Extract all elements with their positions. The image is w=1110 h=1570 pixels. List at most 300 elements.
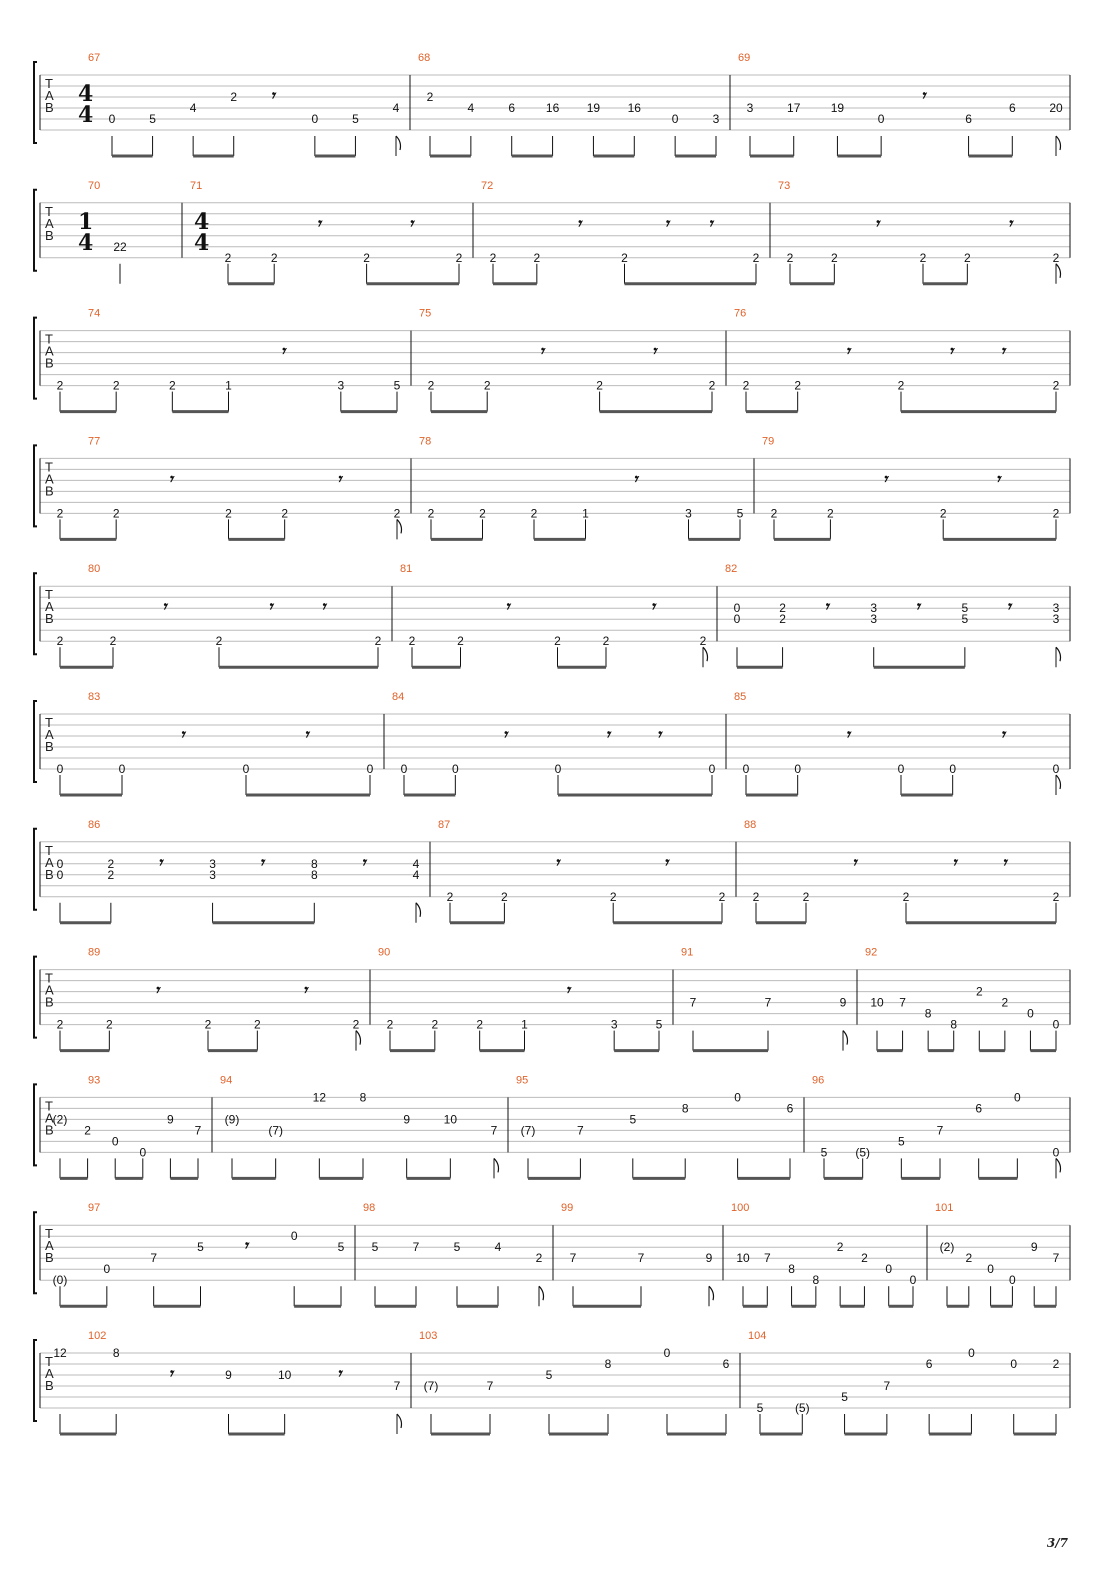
measure-number: 79 — [762, 435, 775, 448]
fret-number: 7 — [899, 995, 906, 1010]
fret-number: 2 — [224, 250, 232, 265]
eighth-rest: 𝄾 — [664, 213, 669, 233]
eighth-rest: 𝄾 — [280, 341, 285, 361]
fret-number: 7 — [194, 1123, 202, 1138]
tab-clef-letter: B — [45, 483, 54, 499]
fret-number: (7) — [520, 1123, 536, 1138]
system-bracket — [34, 829, 37, 910]
fret-number: 0 — [56, 867, 64, 882]
fret-number: 5 — [756, 1401, 764, 1415]
fret-number: 0 — [111, 1134, 119, 1149]
tab-clef-letter: B — [45, 355, 54, 371]
fret-number: 2 — [602, 634, 610, 649]
fret-number: 10 — [736, 1251, 750, 1266]
eighth-rest: 𝄾 — [663, 852, 668, 872]
fret-number: 19 — [586, 101, 601, 115]
eighth-rest: 𝄾 — [336, 1364, 342, 1383]
system-bracket — [34, 1084, 37, 1165]
system-bracket — [34, 190, 37, 271]
fret-number: 7 — [569, 1251, 577, 1266]
tab-clef-letter: B — [45, 994, 54, 1010]
system-bracket — [34, 1340, 37, 1421]
fret-number: 8 — [924, 1006, 932, 1021]
fret-number: 7 — [490, 1123, 498, 1138]
tab-clef-letter: T — [45, 587, 53, 603]
time-signature-top: 4 — [194, 208, 210, 235]
fret-number: 0 — [733, 601, 741, 616]
fret-number: 0 — [897, 762, 905, 776]
fret-number: 2 — [708, 378, 716, 393]
eighth-rest: 𝄾 — [321, 597, 326, 617]
fret-number: 6 — [1008, 101, 1016, 115]
fret-number: 0 — [1013, 1090, 1021, 1105]
measure-number: 84 — [392, 691, 405, 703]
fret-number: 7 — [486, 1379, 494, 1393]
fret-number: 2 — [253, 1017, 261, 1032]
measure-number: 68 — [418, 52, 431, 64]
time-signature-top: 1 — [78, 208, 94, 235]
fret-number: 7 — [393, 1379, 401, 1393]
note-flag — [1056, 647, 1061, 661]
fret-number: 16 — [545, 101, 560, 115]
fret-number: 2 — [230, 90, 238, 104]
measure-number: 72 — [481, 179, 494, 192]
fret-number: 0 — [949, 762, 957, 776]
eighth-rest: 𝄾 — [633, 469, 638, 489]
fret-number: 2 — [352, 1017, 360, 1032]
eighth-rest: 𝄾 — [605, 725, 610, 744]
fret-number: 2 — [836, 1240, 844, 1255]
fret-number: 3 — [209, 867, 216, 882]
note-flag — [397, 1414, 402, 1428]
fret-number: 4 — [467, 101, 475, 115]
fret-number: 2 — [699, 634, 707, 649]
fret-number: 7 — [763, 1251, 771, 1266]
time-signature-bottom: 4 — [78, 229, 94, 256]
fret-number: 2 — [902, 889, 910, 904]
fret-number: 7 — [637, 1251, 645, 1266]
fret-number: 0 — [885, 1262, 893, 1277]
tab-clef-letter: A — [45, 343, 54, 359]
fret-number: 0 — [663, 1346, 671, 1360]
fret-number: 3 — [870, 601, 878, 616]
measure-number: 89 — [88, 946, 101, 959]
tab-clef-letter: B — [45, 611, 54, 627]
fret-number: 2 — [483, 378, 491, 393]
fret-number: 2 — [446, 889, 454, 904]
eighth-rest: 𝄾 — [852, 852, 857, 872]
fret-number: 5 — [736, 506, 744, 521]
fret-number: 0 — [733, 612, 741, 627]
fret-number: 9 — [839, 995, 847, 1010]
measure-number: 103 — [419, 1330, 438, 1342]
fret-number: 0 — [366, 762, 374, 776]
fret-number: 0 — [1052, 1145, 1060, 1160]
eighth-rest: 𝄾 — [180, 725, 185, 744]
note-flag — [539, 1286, 544, 1300]
measure-number: 83 — [88, 691, 101, 703]
fret-number: 0 — [554, 762, 562, 776]
fret-number: 2 — [770, 506, 778, 521]
tab-clef-letter: A — [45, 982, 54, 998]
eighth-rest: 𝄾 — [1000, 341, 1005, 361]
fret-number: 16 — [627, 101, 641, 115]
fret-number: 0 — [56, 762, 64, 776]
fret-number: 0 — [1009, 1273, 1016, 1288]
fret-number: (7) — [423, 1379, 439, 1393]
measure-number: 73 — [778, 179, 791, 192]
fret-number: 5 — [961, 612, 969, 627]
measure-number: 94 — [220, 1074, 233, 1087]
tab-clef-letter: B — [45, 100, 54, 115]
measure-number: 81 — [400, 563, 413, 576]
tab-clef-letter: T — [45, 331, 53, 347]
fret-number: 2 — [827, 506, 834, 521]
eighth-rest: 𝄾 — [874, 213, 879, 233]
eighth-rest: 𝄾 — [650, 597, 655, 617]
fret-number: 2 — [1001, 995, 1009, 1010]
fret-number: 9 — [403, 1112, 411, 1127]
fret-number: 12 — [53, 1346, 67, 1360]
fret-number: 1 — [521, 1017, 528, 1032]
system-bracket — [34, 701, 37, 782]
fret-number: 5 — [655, 1017, 663, 1032]
fret-number: 2 — [215, 634, 223, 649]
measure-number: 95 — [516, 1074, 529, 1087]
eighth-rest: 𝄾 — [302, 980, 307, 1000]
fret-number: 10 — [443, 1112, 458, 1127]
fret-number: (9) — [224, 1112, 240, 1127]
eighth-rest: 𝄾 — [304, 725, 309, 744]
measure-number: 70 — [88, 179, 101, 192]
fret-number: 2 — [1052, 1357, 1060, 1371]
tab-clef-letter: A — [45, 1110, 54, 1126]
eighth-rest: 𝄾 — [576, 213, 581, 233]
measure-number: 98 — [363, 1202, 376, 1215]
fret-number: 9 — [1030, 1240, 1038, 1255]
eighth-rest: 𝄾 — [824, 597, 829, 617]
fret-number: 6 — [786, 1101, 794, 1116]
fret-number: 20 — [1049, 101, 1063, 115]
fret-number: 0 — [118, 762, 126, 776]
eighth-rest: 𝄾 — [651, 341, 657, 361]
fret-number: 9 — [225, 1368, 232, 1382]
eighth-rest: 𝄾 — [915, 597, 920, 617]
measure-number: 82 — [725, 563, 738, 576]
fret-number: 5 — [197, 1240, 204, 1255]
eighth-rest: 𝄾 — [502, 725, 507, 744]
tab-clef-letter: T — [45, 1354, 53, 1369]
fret-number: 2 — [457, 634, 464, 649]
tab-clef-letter: T — [45, 76, 53, 91]
eighth-rest: 𝄾 — [408, 213, 414, 233]
system-bracket — [34, 957, 37, 1038]
fret-number: 6 — [925, 1357, 933, 1371]
fret-number: 2 — [554, 634, 561, 649]
fret-number: 3 — [746, 101, 754, 115]
fret-number: 19 — [830, 101, 845, 115]
fret-number: 2 — [386, 1017, 394, 1032]
eighth-rest: 𝄾 — [1000, 725, 1005, 744]
fret-number: 4 — [392, 101, 400, 115]
fret-number: 5 — [149, 112, 156, 126]
fret-number: 2 — [112, 378, 120, 393]
fret-number: 0 — [451, 762, 459, 776]
fret-number: 0 — [671, 112, 679, 126]
eighth-rest: 𝄾 — [656, 725, 661, 744]
eighth-rest: 𝄾 — [554, 852, 560, 872]
fret-number: 7 — [764, 995, 772, 1010]
fret-number: 2 — [112, 506, 120, 521]
fret-number: 5 — [629, 1112, 637, 1127]
fret-number: 6 — [965, 112, 972, 126]
fret-number: 3 — [1052, 612, 1060, 627]
fret-number: 2 — [56, 1017, 64, 1032]
measure-number: 99 — [561, 1202, 574, 1215]
eighth-rest: 𝄾 — [1002, 852, 1007, 872]
fret-number: 0 — [242, 762, 250, 776]
eighth-rest: 𝄾 — [168, 1364, 173, 1383]
fret-number: 2 — [501, 889, 508, 904]
measure-number: 102 — [88, 1330, 107, 1342]
fret-number: 2 — [530, 506, 538, 521]
fret-number: 2 — [861, 1251, 868, 1266]
measure-number: 80 — [88, 563, 101, 576]
measure-number: 97 — [88, 1202, 101, 1215]
note-flag — [843, 1031, 848, 1045]
fret-number: 0 — [108, 112, 116, 126]
fret-number: 2 — [965, 1251, 973, 1266]
eighth-rest: 𝄾 — [162, 597, 167, 617]
fret-number: 8 — [310, 867, 318, 882]
fret-number: 2 — [204, 1017, 212, 1032]
fret-number: 3 — [685, 506, 692, 521]
measure-number: 86 — [88, 818, 101, 831]
fret-number: 2 — [105, 1017, 113, 1032]
tab-clef-letter: T — [45, 842, 53, 858]
fret-number: 0 — [1027, 1006, 1034, 1021]
fret-number: 10 — [870, 995, 884, 1010]
measure-number: 104 — [748, 1330, 767, 1342]
fret-number: 10 — [277, 1368, 292, 1382]
time-signature-bottom: 4 — [194, 229, 210, 256]
tab-clef-letter: T — [45, 459, 53, 475]
fret-number: 2 — [742, 378, 750, 393]
fret-number: (5) — [794, 1401, 810, 1415]
fret-number: 2 — [533, 250, 541, 265]
fret-number: 4 — [189, 101, 197, 115]
note-flag — [1056, 1158, 1061, 1172]
fret-number: 2 — [830, 250, 838, 265]
tab-clef-letter: T — [45, 715, 53, 730]
eighth-rest: 𝄾 — [948, 341, 953, 361]
fret-number: 2 — [109, 634, 117, 649]
fret-number: 5 — [820, 1145, 828, 1160]
fret-number: 8 — [681, 1101, 689, 1116]
tab-clef-letter: T — [45, 203, 53, 219]
fret-number: (2) — [939, 1240, 955, 1255]
fret-number: 3 — [712, 112, 720, 126]
fret-number: 8 — [310, 856, 318, 871]
fret-number: 2 — [752, 889, 760, 904]
fret-number: 8 — [112, 1346, 120, 1360]
note-flag — [416, 903, 421, 917]
tab-clef-letter: A — [45, 215, 54, 231]
fret-number: 2 — [363, 250, 370, 265]
system-bracket — [34, 1212, 37, 1293]
fret-number: 2 — [786, 250, 794, 265]
fret-number: 2 — [56, 378, 64, 393]
page-number: 3/7 — [1046, 1536, 1068, 1550]
measure-number: 87 — [438, 818, 451, 831]
fret-number: 4 — [494, 1240, 502, 1255]
fret-number: 1 — [225, 378, 232, 393]
measure-number: 88 — [744, 818, 757, 831]
system-bracket — [34, 318, 37, 399]
fret-number: 8 — [604, 1357, 612, 1371]
eighth-rest: 𝄾 — [920, 86, 926, 105]
fret-number: 0 — [968, 1346, 975, 1360]
fret-number: 5 — [352, 112, 359, 126]
fret-number: 1 — [582, 506, 589, 521]
fret-number: 2 — [225, 506, 232, 521]
measure-number: 85 — [734, 691, 747, 703]
measure-number: 71 — [190, 179, 203, 192]
measure-number: 92 — [865, 946, 878, 959]
fret-number: 0 — [311, 112, 319, 126]
eighth-rest: 𝄾 — [168, 469, 173, 489]
fret-number: 2 — [752, 250, 760, 265]
fret-number: 6 — [722, 1357, 730, 1371]
note-flag — [396, 136, 401, 150]
fret-number: 3 — [870, 612, 878, 627]
fret-number: 5 — [897, 1134, 905, 1149]
fret-number: 2 — [1052, 250, 1060, 265]
fret-number: 22 — [113, 239, 127, 254]
fret-number: 7 — [412, 1240, 420, 1255]
fret-number: (7) — [268, 1123, 284, 1138]
fret-number: 2 — [718, 889, 726, 904]
note-flag — [494, 1158, 499, 1172]
fret-number: 7 — [1052, 1251, 1060, 1266]
measure-number: 76 — [734, 307, 747, 320]
fret-number: 0 — [708, 762, 716, 776]
fret-number: 2 — [408, 634, 416, 649]
fret-number: 7 — [883, 1379, 891, 1393]
tab-clef-letter: A — [45, 599, 54, 615]
fret-number: 7 — [936, 1123, 944, 1138]
eighth-rest: 𝄾 — [243, 1236, 248, 1256]
fret-number: 9 — [705, 1251, 713, 1266]
measure-number: 75 — [419, 307, 432, 320]
time-signature-bottom: 4 — [78, 102, 94, 128]
fret-number: 2 — [596, 378, 603, 393]
fret-number: 2 — [107, 867, 115, 882]
fret-number: 6 — [508, 101, 516, 115]
eighth-rest: 𝄾 — [361, 852, 366, 872]
eighth-rest: 𝄾 — [336, 469, 342, 489]
fret-number: 6 — [975, 1101, 983, 1116]
measure-number: 77 — [88, 435, 101, 448]
eighth-rest: 𝄾 — [1007, 213, 1012, 233]
tab-clef-letter: B — [45, 1378, 54, 1393]
fret-number: (5) — [855, 1145, 871, 1160]
fret-number: 0 — [877, 112, 885, 126]
fret-number: 2 — [1052, 506, 1060, 521]
tab-clef-letter: A — [45, 854, 54, 870]
fret-number: 2 — [476, 1017, 484, 1032]
fret-number: (0) — [52, 1273, 68, 1288]
measure-number: 101 — [935, 1202, 954, 1215]
eighth-rest: 𝄾 — [268, 597, 273, 617]
measure-number: 100 — [731, 1202, 750, 1215]
note-flag — [709, 1286, 714, 1300]
time-signature-top: 4 — [78, 81, 94, 107]
fret-number: 2 — [56, 506, 64, 521]
fret-number: 5 — [961, 601, 969, 616]
fret-number: 2 — [609, 889, 617, 904]
fret-number: 2 — [802, 889, 810, 904]
eighth-rest: 𝄾 — [565, 980, 570, 1000]
fret-number: 2 — [1052, 889, 1060, 904]
eighth-rest: 𝄾 — [845, 725, 850, 744]
tab-clef-letter: T — [45, 1098, 53, 1114]
eighth-rest: 𝄾 — [316, 213, 321, 233]
fret-number: 2 — [535, 1251, 543, 1266]
fret-number: 2 — [84, 1123, 91, 1138]
fret-number: 2 — [270, 250, 278, 265]
fret-number: 8 — [788, 1262, 795, 1277]
fret-number: 2 — [1052, 378, 1060, 393]
fret-number: 3 — [337, 378, 345, 393]
fret-number: 2 — [489, 250, 497, 265]
eighth-rest: 𝄾 — [995, 469, 1000, 489]
fret-number: 2 — [621, 250, 628, 265]
tab-clef-letter: B — [45, 227, 54, 243]
fret-number: 0 — [400, 762, 408, 776]
fret-number: 2 — [168, 378, 176, 393]
eighth-rest: 𝄾 — [539, 341, 544, 361]
system-bracket — [34, 445, 37, 526]
tab-clef-letter: A — [45, 727, 54, 742]
fret-number: 2 — [897, 378, 905, 393]
measure-number: 90 — [378, 946, 391, 959]
fret-number: 5 — [371, 1240, 379, 1255]
eighth-rest: 𝄾 — [708, 213, 713, 233]
eighth-rest: 𝄾 — [154, 980, 159, 1000]
system-bracket — [34, 573, 37, 654]
measure-number: 69 — [738, 52, 751, 64]
fret-number: 9 — [167, 1112, 174, 1127]
fret-number: (2) — [52, 1112, 68, 1127]
fret-number: 8 — [359, 1090, 367, 1105]
eighth-rest: 𝄾 — [270, 86, 275, 105]
tab-clef-letter: A — [45, 471, 54, 487]
fret-number: 2 — [963, 250, 971, 265]
fret-number: 2 — [107, 856, 115, 871]
fret-number: 2 — [56, 634, 64, 649]
fret-number: 0 — [734, 1090, 741, 1105]
tab-clef-letter: A — [45, 88, 54, 103]
tab-clef-letter: B — [45, 1122, 54, 1138]
measure-number: 74 — [88, 307, 101, 320]
fret-number: 2 — [374, 634, 382, 649]
fret-number: 7 — [689, 995, 697, 1010]
measure-number: 67 — [88, 52, 101, 64]
fret-number: 2 — [426, 90, 434, 104]
eighth-rest: 𝄾 — [845, 341, 850, 361]
fret-number: 2 — [779, 612, 786, 627]
